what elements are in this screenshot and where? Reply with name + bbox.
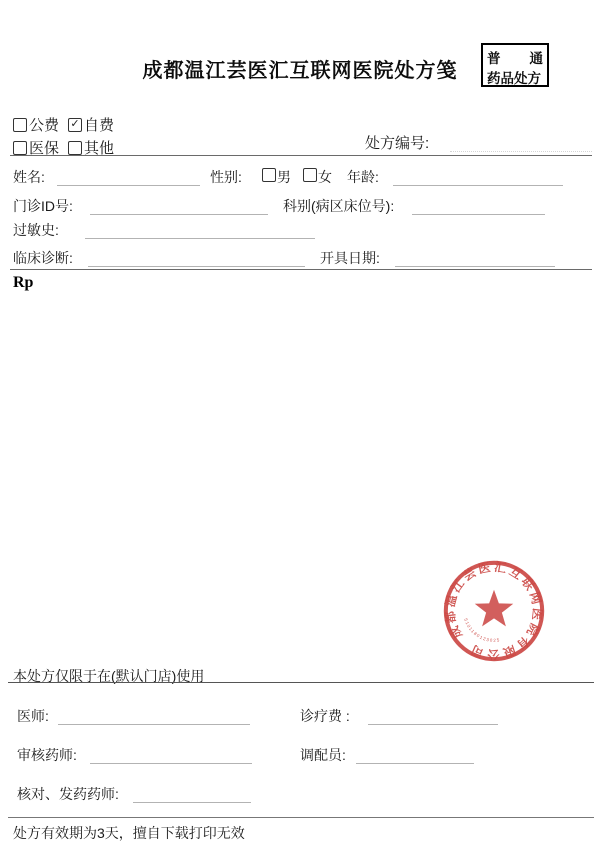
outpatient-id-blank — [90, 213, 268, 215]
rx-number-blank — [450, 150, 592, 152]
checkbox-gongfei[interactable] — [13, 118, 27, 132]
checkbox-qita[interactable] — [68, 141, 82, 155]
seal-graphic — [442, 559, 546, 662]
payment-option-label: 公费 — [29, 117, 60, 134]
diagnosis-label: 临床诊断: — [13, 250, 73, 266]
doctor-blank — [58, 723, 250, 725]
validity-note: 处方有效期为3天，擅自下载打印无效 — [13, 825, 245, 841]
age-label: 年龄: — [347, 169, 379, 185]
seal-ring-text: 成都温江芸医汇互联网医院有限公司 — [442, 559, 545, 662]
department-label: 科别(病区床位号): — [283, 198, 395, 214]
name-label: 姓名: — [13, 169, 45, 185]
review-pharmacist-blank — [90, 762, 252, 764]
store-usage-note: 本处方仅限于在(默认门店)使用 — [13, 668, 205, 684]
allergy-label: 过敏史: — [13, 222, 59, 238]
outpatient-id-label: 门诊ID号: — [13, 198, 73, 214]
payment-option-label: 医保 — [29, 140, 60, 157]
checkbox-zifei[interactable]: ✓ — [68, 118, 82, 132]
age-blank — [393, 184, 563, 186]
rx-type-line1-right: 通 — [529, 51, 543, 66]
check-pharmacist-blank — [133, 801, 251, 803]
checkbox-yibao[interactable] — [13, 141, 27, 155]
rx-type-line1-left: 普 — [487, 51, 501, 66]
female-label: 女 — [318, 169, 332, 185]
issue-date-blank — [395, 265, 555, 267]
separator-rp — [10, 269, 592, 270]
treatment-fee-label: 诊疗费 : — [300, 708, 350, 724]
payment-option-gongfei[interactable] — [13, 114, 59, 135]
payment-row-1 — [13, 114, 114, 135]
check-pharmacist-label: 核对、发药药师: — [17, 786, 119, 802]
rx-type-line1 — [487, 47, 543, 67]
name-blank — [57, 184, 200, 186]
rx-type-line2: 药品处方 — [487, 71, 541, 86]
separator-footer-top — [8, 682, 594, 683]
dispenser-blank — [356, 762, 474, 764]
diagnosis-blank — [88, 265, 305, 267]
payment-option-label: 自费 — [84, 117, 115, 134]
rp-label: Rp — [13, 274, 34, 291]
checkbox-male[interactable] — [262, 168, 276, 182]
separator-footer-bottom — [8, 817, 594, 818]
seal-star-icon — [475, 590, 513, 627]
department-blank — [412, 213, 545, 215]
page-title: 成都温江芸医汇互联网医院处方笺 — [142, 60, 458, 82]
checkbox-female[interactable] — [303, 168, 317, 182]
payment-option-label: 其他 — [84, 140, 115, 157]
issue-date-label: 开具日期: — [320, 250, 380, 266]
rx-type-stamp-box — [481, 43, 549, 87]
payment-option-zifei[interactable] — [68, 114, 114, 135]
review-pharmacist-label: 审核药师: — [17, 747, 77, 763]
gender-label: 性别: — [210, 169, 242, 185]
separator-header — [10, 155, 592, 156]
male-label: 男 — [277, 169, 291, 185]
payment-options — [13, 114, 114, 158]
rx-number-label: 处方编号: — [365, 135, 430, 152]
allergy-blank — [85, 237, 315, 239]
hospital-seal — [441, 558, 547, 664]
treatment-fee-blank — [368, 723, 498, 725]
doctor-label: 医师: — [17, 708, 49, 724]
dispenser-label: 调配员: — [300, 747, 346, 763]
seal-serial-number: 5101180123025 — [463, 617, 501, 643]
